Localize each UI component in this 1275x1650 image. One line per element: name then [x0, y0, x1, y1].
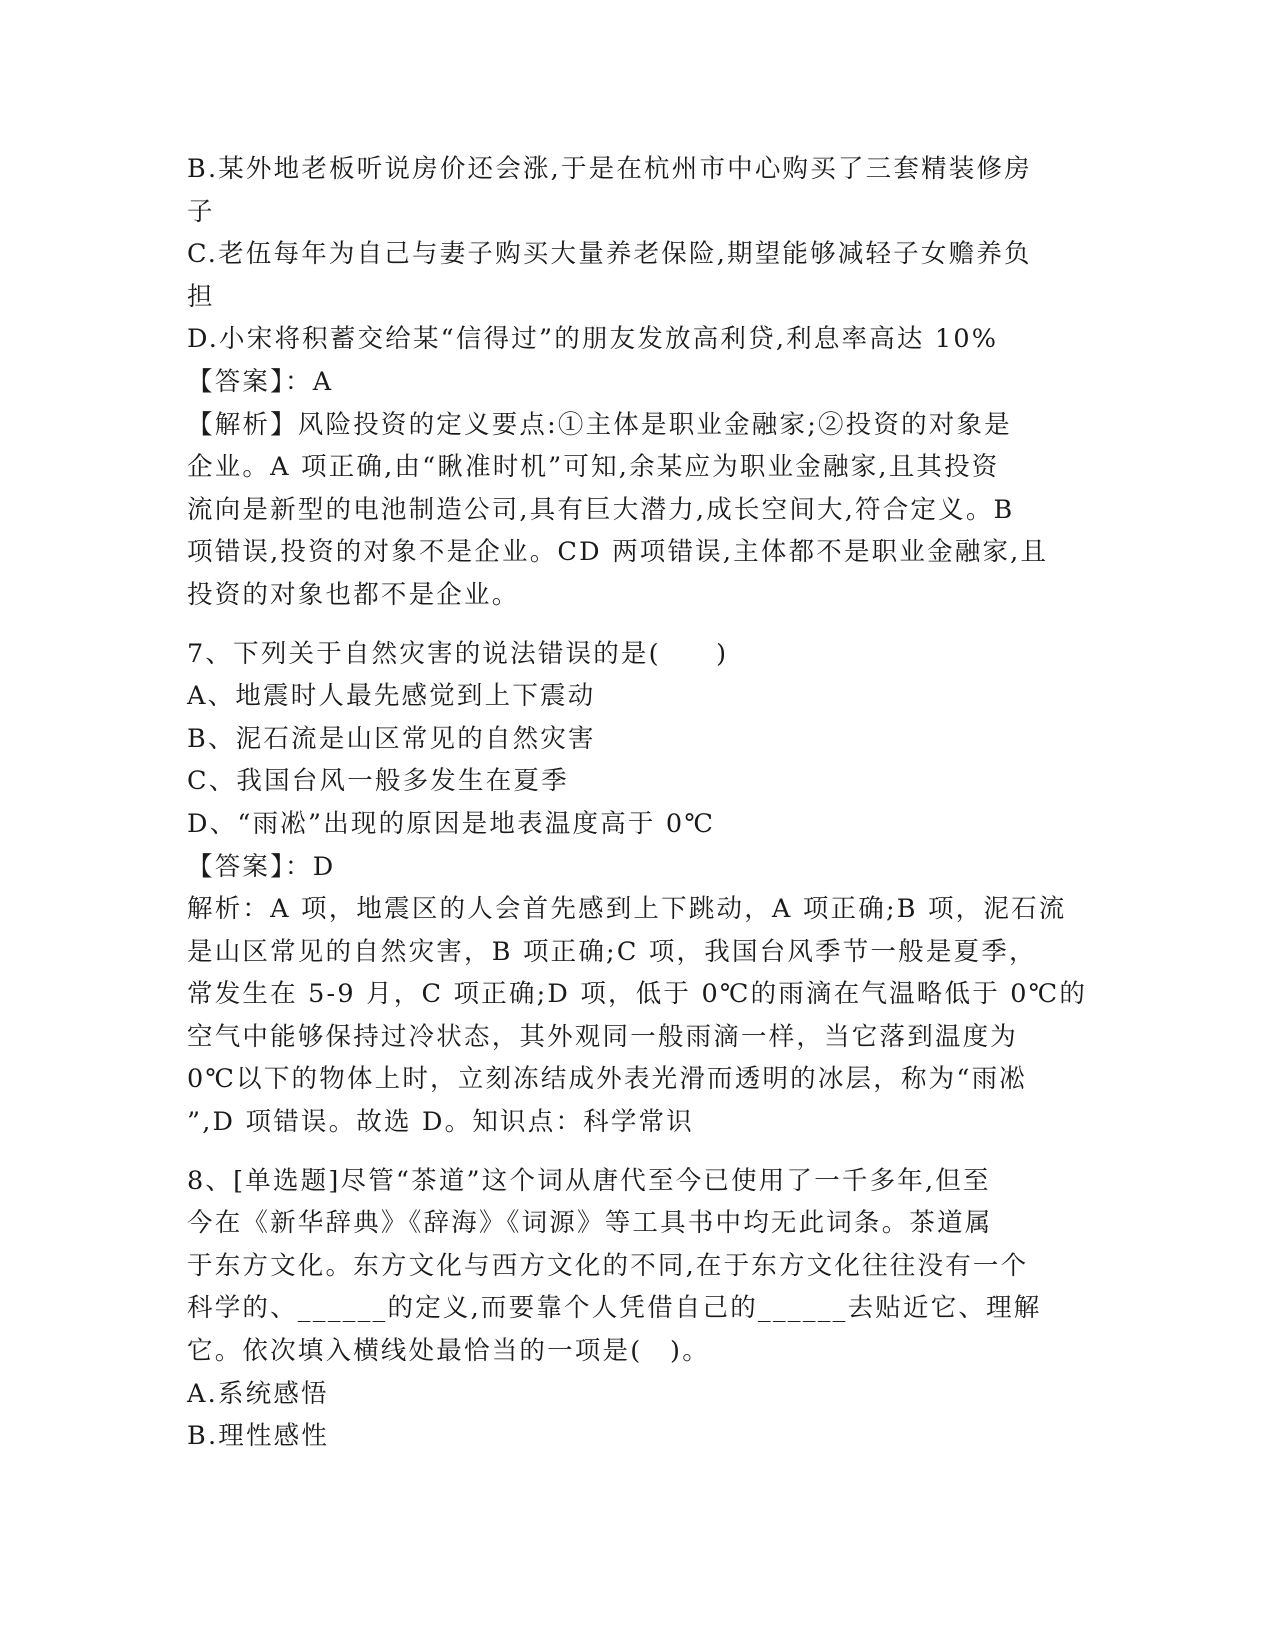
question-7-explanation-line-3: 常发生在 5-9 月，C 项正确;D 项，低于 0℃的雨滴在气温略低于 0℃的 — [187, 979, 1088, 1010]
question-8-stem-line-1: 8、[单选题]尽管“茶道”这个词从唐代至今已使用了一千多年,但至 — [187, 1165, 991, 1196]
option-c-line-2: 担 — [187, 281, 215, 312]
question-7-stem: 7、下列关于自然灾害的说法错误的是( ) — [187, 638, 729, 669]
question-7-option-c: C、我国台风一般多发生在夏季 — [187, 766, 569, 797]
option-b-line-2: 子 — [187, 196, 215, 227]
question-8-stem-line-4: 科学的、______的定义,而要靠个人凭借自己的______去贴近它、理解 — [187, 1293, 1042, 1324]
answer-line: 【答案】：A — [187, 366, 334, 397]
paragraph-gap — [187, 617, 1082, 633]
question-7-explanation-line-1: 解析：A 项，地震区的人会首先感到上下跳动，A 项正确;B 项，泥石流 — [187, 894, 1067, 925]
question-7-explanation-line-4: 空气中能够保持过冷状态，其外观同一般雨滴一样，当它落到温度为 — [187, 1021, 1019, 1052]
explanation-line-4: 项错误,投资的对象不是企业。CD 两项错误,主体都不是职业金融家,且 — [187, 537, 1049, 568]
explanation-line-3: 流向是新型的电池制造公司,具有巨大潜力,成长空间大,符合定义。B — [187, 494, 1015, 525]
question-8-stem-line-5: 它。依次填入横线处最恰当的一项是( )。 — [187, 1336, 710, 1367]
question-8 — [187, 1160, 1082, 1458]
question-7 — [187, 633, 1088, 1144]
question-7-option-b: B、泥石流是山区常见的自然灾害 — [187, 723, 596, 754]
explanation-line-1: 【解析】风险投资的定义要点:①主体是职业金融家;②投资的对象是 — [187, 409, 1012, 440]
question-7-option-d: D、“雨凇”出现的原因是地表温度高于 0℃ — [187, 808, 716, 839]
question-8-option-b: B.理性感性 — [187, 1421, 330, 1452]
question-7-answer: 【答案】：D — [187, 851, 336, 882]
option-c-line-1: C.老伍每年为自己与妻子购买大量养老保险,期望能够减轻子女赡养负 — [187, 239, 1032, 270]
explanation-line-5: 投资的对象也都不是企业。 — [187, 579, 520, 610]
paragraph-gap — [187, 1144, 1082, 1160]
explanation-line-2: 企业。A 项正确,由“瞅准时机”可知,余某应为职业金融家,且其投资 — [187, 452, 1000, 483]
question-8-option-a: A.系统感悟 — [187, 1378, 329, 1409]
question-6-continuation — [187, 148, 1082, 617]
question-7-explanation-line-2: 是山区常见的自然灾害，B 项正确;C 项，我国台风季节一般是夏季， — [187, 936, 1037, 967]
option-b-line-1: B.某外地老板听说房价还会涨,于是在杭州市中心购买了三套精装修房 — [187, 154, 1032, 184]
document-body — [187, 148, 1088, 1458]
option-d-line: D.小宋将积蓄交给某“信得过”的朋友发放高利贷,利息率高达 10% — [187, 324, 999, 355]
question-7-explanation-line-6: ”,D 项错误。故选 D。知识点：科学常识 — [187, 1107, 694, 1138]
question-7-option-a: A、地震时人最先感觉到上下震动 — [187, 681, 596, 712]
question-8-stem-line-2: 今在《新华辞典》《辞海》《词源》等工具书中均无此词条。茶道属 — [187, 1208, 993, 1239]
question-7-explanation-line-5: 0℃以下的物体上时，立刻冻结成外表光滑而透明的冰层，称为“雨凇 — [187, 1064, 1027, 1095]
question-8-stem-line-3: 于东方文化。东方文化与西方文化的不同,在于东方文化往往没有一个 — [187, 1250, 1029, 1281]
